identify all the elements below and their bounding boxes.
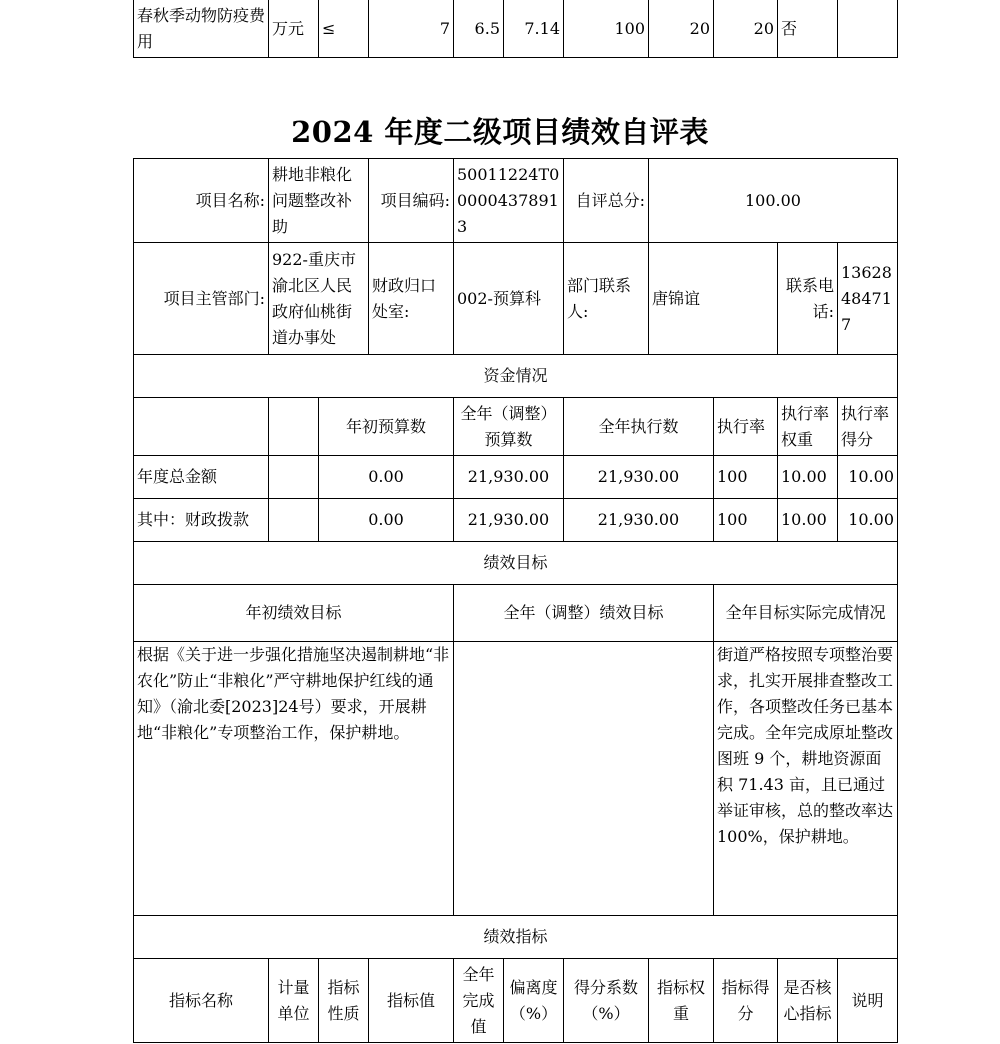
funds-header-score: 执行率得分	[838, 398, 898, 456]
funds-row-label: 其中：财政拨款	[134, 499, 269, 542]
indicator-note-cell	[838, 0, 898, 58]
indicator-deviation-cell: 7.14	[504, 0, 564, 58]
indicator-header-unit: 计量单位	[269, 959, 319, 1043]
funds-header-executed: 全年执行数	[564, 398, 714, 456]
funds-empty-cell	[269, 398, 319, 456]
funds-weight-value: 10.00	[778, 456, 838, 499]
funds-weight-value: 10.00	[778, 499, 838, 542]
indicator-unit-cell: 万元	[269, 0, 319, 58]
goals-section-header: 绩效目标	[134, 542, 898, 585]
indicator-target-cell: 7	[369, 0, 454, 58]
funds-adjusted-value: 21,930.00	[454, 499, 564, 542]
contact-label: 部门联系人:	[564, 243, 649, 355]
funds-empty-cell	[269, 499, 319, 542]
page-title: 2024 年度二级项目绩效自评表	[291, 115, 709, 149]
funds-row	[134, 499, 898, 542]
goals-initial-text: 根据《关于进一步强化措施坚决遏制耕地“非农化”防止“非粮化”严守耕地保护红线的通知》（渝北委[2023]24号）要求，开展耕地“非粮化”专项整治工作，保护耕地。	[134, 642, 454, 916]
dept-value: 922-重庆市渝北区人民政府仙桃街道办事处	[269, 243, 369, 355]
funds-empty-cell	[269, 456, 319, 499]
project-name-label: 项目名称:	[134, 159, 269, 243]
funds-rate-value: 100	[714, 456, 778, 499]
funds-section-header: 资金情况	[134, 355, 898, 398]
project-code-label: 项目编码:	[369, 159, 454, 243]
dept-label: 项目主管部门:	[134, 243, 269, 355]
department-row	[134, 243, 898, 355]
indicator-header-actual: 全年完成值	[454, 959, 504, 1043]
goals-adjusted-text	[454, 642, 714, 916]
self-score-value: 100.00	[649, 159, 898, 243]
project-code-value: 50011224T000004378913	[454, 159, 564, 243]
funds-corner-cell	[134, 398, 269, 456]
funds-row-label: 年度总金额	[134, 456, 269, 499]
self-score-label: 自评总分:	[564, 159, 649, 243]
funds-header-adjusted: 全年（调整）预算数	[454, 398, 564, 456]
funds-header-initial: 年初预算数	[319, 398, 454, 456]
indicator-header-nature: 指标性质	[319, 959, 369, 1043]
indicator-header-weight: 指标权重	[649, 959, 714, 1043]
finance-value: 002-预算科	[454, 243, 564, 355]
previous-indicator-table	[133, 0, 898, 58]
funds-header-row	[134, 398, 898, 456]
evaluation-table	[133, 158, 898, 1043]
contact-value: 唐锦谊	[649, 243, 778, 355]
indicator-nature-cell: ≤	[319, 0, 369, 58]
funds-initial-value: 0.00	[319, 456, 454, 499]
funds-rate-value: 100	[714, 499, 778, 542]
goals-actual-text: 街道严格按照专项整治要求，扎实开展排查整改工作，各项整改任务已基本完成。全年完成原址整改图班 9 个，耕地资源面积 71.43 亩，且已通过举证审核，总的整改率达 100%，保护耕地。	[714, 642, 898, 916]
funds-executed-value: 21,930.00	[564, 499, 714, 542]
goals-header-initial: 年初绩效目标	[134, 585, 454, 642]
indicator-actual-cell: 6.5	[454, 0, 504, 58]
funds-initial-value: 0.00	[319, 499, 454, 542]
goals-header-row	[134, 585, 898, 642]
goals-header-adjusted: 全年（调整）绩效目标	[454, 585, 714, 642]
indicator-weight-cell: 20	[649, 0, 714, 58]
indicator-header-score: 指标得分	[714, 959, 778, 1043]
funds-score-value: 10.00	[838, 499, 898, 542]
indicator-header-note: 说明	[838, 959, 898, 1043]
goals-header-actual: 全年目标实际完成情况	[714, 585, 898, 642]
finance-label: 财政归口处室:	[369, 243, 454, 355]
indicator-score-cell: 20	[714, 0, 778, 58]
indicator-coefficient-cell: 100	[564, 0, 649, 58]
indicator-header-target: 指标值	[369, 959, 454, 1043]
funds-header-weight: 执行率权重	[778, 398, 838, 456]
funds-executed-value: 21,930.00	[564, 456, 714, 499]
phone-value: 13628484717	[838, 243, 898, 355]
funds-score-value: 10.00	[838, 456, 898, 499]
phone-label: 联系电话:	[778, 243, 838, 355]
project-info-row	[134, 159, 898, 243]
funds-header-rate: 执行率	[714, 398, 778, 456]
goals-content-row	[134, 642, 898, 916]
funds-row	[134, 456, 898, 499]
indicator-name-cell: 春秋季动物防疫费用	[134, 0, 269, 58]
indicator-header-deviation: 偏离度（%）	[504, 959, 564, 1043]
indicator-core-cell: 否	[778, 0, 838, 58]
indicator-header-coefficient: 得分系数（%）	[564, 959, 649, 1043]
funds-adjusted-value: 21,930.00	[454, 456, 564, 499]
indicators-section-header: 绩效指标	[134, 916, 898, 959]
project-name-value: 耕地非粮化问题整改补助	[269, 159, 369, 243]
indicators-header-row	[134, 959, 898, 1043]
indicator-header-core: 是否核心指标	[778, 959, 838, 1043]
indicator-header-name: 指标名称	[134, 959, 269, 1043]
